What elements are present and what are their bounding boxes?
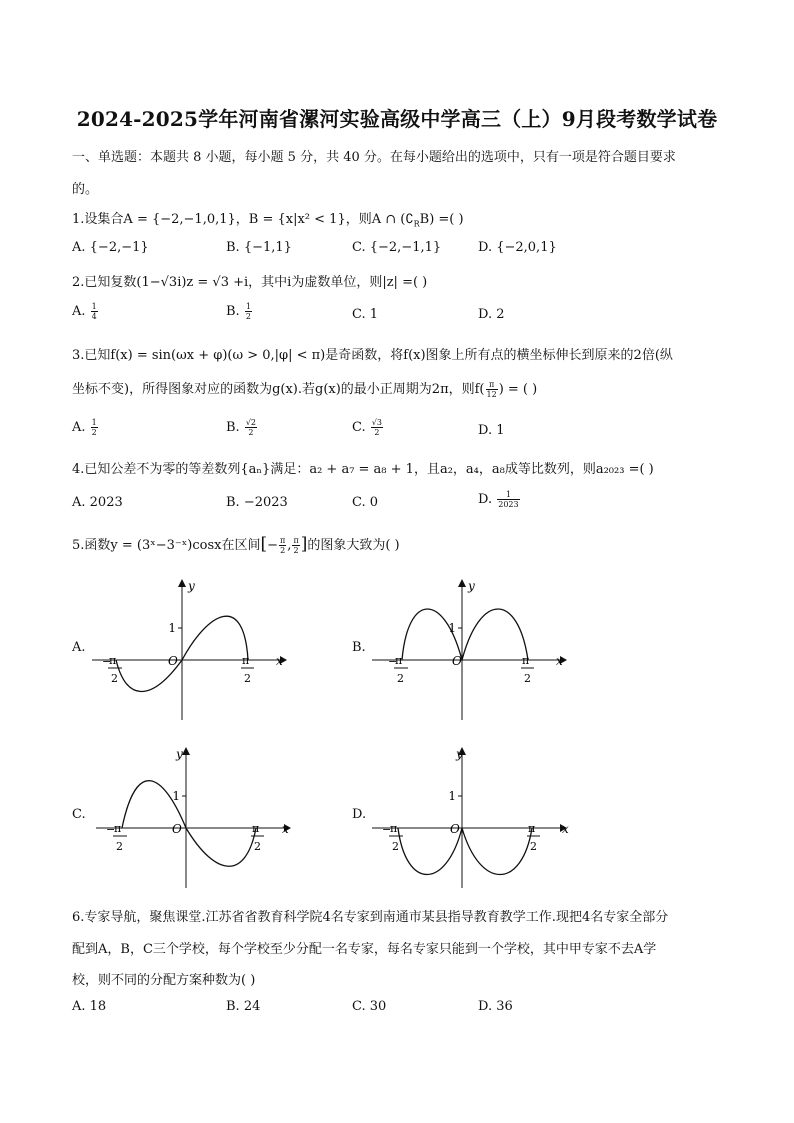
svg-text:2: 2 [530,840,537,853]
svg-text:π: π [109,654,117,667]
q1-set-a: A = {−2,−1,0,1}， [123,212,249,227]
q3-fraction: $\frac{\pi}{12}$ [486,380,497,399]
svg-text:−: − [382,823,392,836]
q2-text: 已知复数(1−√3i)z = √3 +i，其中i为虚数单位，则|z| =( ) [84,275,428,290]
q3-option-b[interactable] [226,418,258,437]
q4-option-a[interactable]: A. 2023 [72,495,123,510]
q5-graph-d[interactable] [372,740,572,894]
svg-text:2: 2 [111,672,118,685]
q5-option-b[interactable]: B. [352,640,366,655]
svg-text:x: x [282,822,289,836]
q3-option-a-fraction: $\frac{1}{2}$ [91,418,97,437]
question-1 [72,208,464,229]
q5-graph-c[interactable] [96,740,296,894]
q6-line1: 专家导航，聚焦课堂.江苏省省教育科学院4名专家到南通市某县指导教育教学工作.现把4名专家全部分 [84,910,669,925]
svg-text:1: 1 [172,789,180,803]
q2-option-a[interactable] [72,302,99,321]
q4-option-d-fraction: $\frac{1}{2023}$ [498,490,519,509]
q3-number: 3. [72,348,85,363]
q3-line1: 已知f(x) = sin(ωx + φ)(ω > 0,|φ| < π)是奇函数，将f(x)图象上所有点的横坐标伸长到原来的2倍(纵 [84,348,673,363]
question-4 [72,458,654,477]
svg-text:O: O [172,822,182,836]
q6-number: 6. [72,910,85,925]
q2-option-d[interactable]: D. 2 [478,307,505,322]
svg-text:y: y [468,579,475,593]
q2-option-a-fraction: $\frac{1}{4}$ [91,302,97,321]
q6-option-b[interactable]: B. 24 [226,999,261,1014]
svg-text:−: − [102,655,112,668]
q5-graph-a[interactable] [92,572,292,726]
q2-option-b[interactable] [226,302,253,321]
q2-option-a-label: A. [72,304,86,319]
svg-text:2: 2 [392,840,399,853]
q5-interval-sep: , [287,538,292,553]
q6-option-c[interactable]: C. 30 [352,999,387,1014]
svg-text:y: y [176,747,183,761]
q5-graph-b[interactable] [372,572,572,726]
q3-option-a-label: A. [72,420,86,435]
q3-option-d[interactable]: D. 1 [478,423,505,438]
svg-text:1: 1 [448,789,456,803]
q5-interval-right: $\frac{\pi}{2}$ [293,536,299,555]
svg-text:O: O [452,654,462,668]
y-axis-label: y [188,579,195,593]
question-3 [72,344,673,363]
q1-ask: 则A ∩ (∁ [358,212,414,227]
q3-option-b-label: B. [226,420,240,435]
q3-line2b: ) = ( ) [498,382,538,397]
q2-option-c[interactable]: C. 1 [352,307,379,322]
q1-number: 1. [72,212,85,227]
q6-option-a[interactable]: A. 18 [72,999,107,1014]
origin-label: O [168,654,178,668]
q3-option-a[interactable] [72,418,99,437]
svg-text:x: x [562,822,569,836]
svg-text:π: π [252,822,260,835]
section-instructions-cont: 的。 [72,182,99,197]
q5-option-c[interactable]: C. [72,807,86,822]
svg-text:x: x [556,654,563,668]
q1-set-b: B = {x|x² < 1}， [248,212,359,227]
q3-option-b-fraction: $\frac{√2}{2}$ [245,418,257,437]
question-6-cont2: 校，则不同的分配方案种数为( ) [72,973,256,988]
q3-option-c[interactable] [352,418,384,437]
q2-option-b-fraction: $\frac{1}{2}$ [245,302,251,321]
q5-number: 5. [72,538,85,553]
question-6 [72,906,668,925]
q3-option-c-label: C. [352,420,366,435]
q1-prefix: 设集合 [84,212,124,227]
svg-text:π: π [390,822,398,835]
q5-option-d[interactable]: D. [352,807,367,822]
q1-ask-end: B) =( ) [419,212,464,227]
q4-option-d-label: D. [478,492,493,507]
svg-text:π: π [114,822,122,835]
q4-option-c[interactable]: C. 0 [352,495,379,510]
one-tick-label: 1 [168,621,176,635]
q5-interval-neg: − [267,538,279,553]
svg-text:π: π [242,654,250,667]
q6-option-d[interactable]: D. 36 [478,999,513,1014]
q4-text: 已知公差不为零的等差数列{aₙ}满足：a₂ + a₇ = a₈ + 1，且a₂，a₄，a₈成等比数列，则a₂₀₂₃ =( ) [84,462,654,477]
svg-text:2: 2 [254,840,261,853]
q3-option-c-fraction: $\frac{√3}{2}$ [371,418,382,437]
q1-option-b[interactable]: B. {−1,1} [226,240,292,255]
svg-text:1: 1 [448,621,456,635]
q5-interval-left: $\frac{\pi}{2}$ [280,536,286,555]
svg-text:y: y [456,747,463,761]
q5-text-b: 的图象大致为( ) [307,538,400,553]
svg-text:2: 2 [524,672,531,685]
q2-option-b-label: B. [226,304,240,319]
q4-number: 4. [72,462,85,477]
svg-text:π: π [395,654,403,667]
page-title: 2024-2025学年河南省漯河实验高级中学高三（上）9月段考数学试卷 [76,107,718,131]
question-5: 5.函数y = (3ˣ−3⁻ˣ)cosx在区间[− $\frac{\pi}{2}$ , $\frac{\pi}{2}$ ]的图象大致为( ) [72,534,400,555]
q4-option-d[interactable] [478,490,521,509]
q1-option-a[interactable]: A. {−2,−1} [72,240,149,255]
q1-option-d[interactable]: D. {−2,0,1} [478,240,557,255]
svg-text:2: 2 [116,840,123,853]
svg-text:−: − [106,823,116,836]
question-3-cont [72,378,537,399]
svg-text:−: − [388,655,398,668]
q1-complement-sub: R [413,219,420,229]
q4-option-b[interactable]: B. −2023 [226,495,288,510]
svg-text:π: π [522,654,530,667]
q1-option-c[interactable]: C. {−2,−1,1} [352,240,442,255]
svg-text:2: 2 [397,672,404,685]
svg-text:2: 2 [244,672,251,685]
x-axis-label: x [276,654,283,668]
q5-text-a: 函数y = (3ˣ−3⁻ˣ)cosx在区间 [84,538,261,553]
svg-text:O: O [450,822,460,836]
question-6-cont: 配到A，B，C三个学校，每个学校至少分配一名专家，每名专家只能到一个学校，其中甲专家不去A学 [72,942,657,957]
q2-number: 2. [72,275,85,290]
q5-option-a[interactable]: A. [72,640,86,655]
section-instructions: 一、单选题：本题共 8 小题，每小题 5 分，共 40 分。在每小题给出的选项中，只有一项是符合题目要求 [72,150,676,165]
question-2 [72,271,427,290]
svg-text:π: π [528,822,536,835]
q3-line2a: 坐标不变)，所得图象对应的函数为g(x).若g(x)的最小正周期为2π，则f( [72,382,485,397]
